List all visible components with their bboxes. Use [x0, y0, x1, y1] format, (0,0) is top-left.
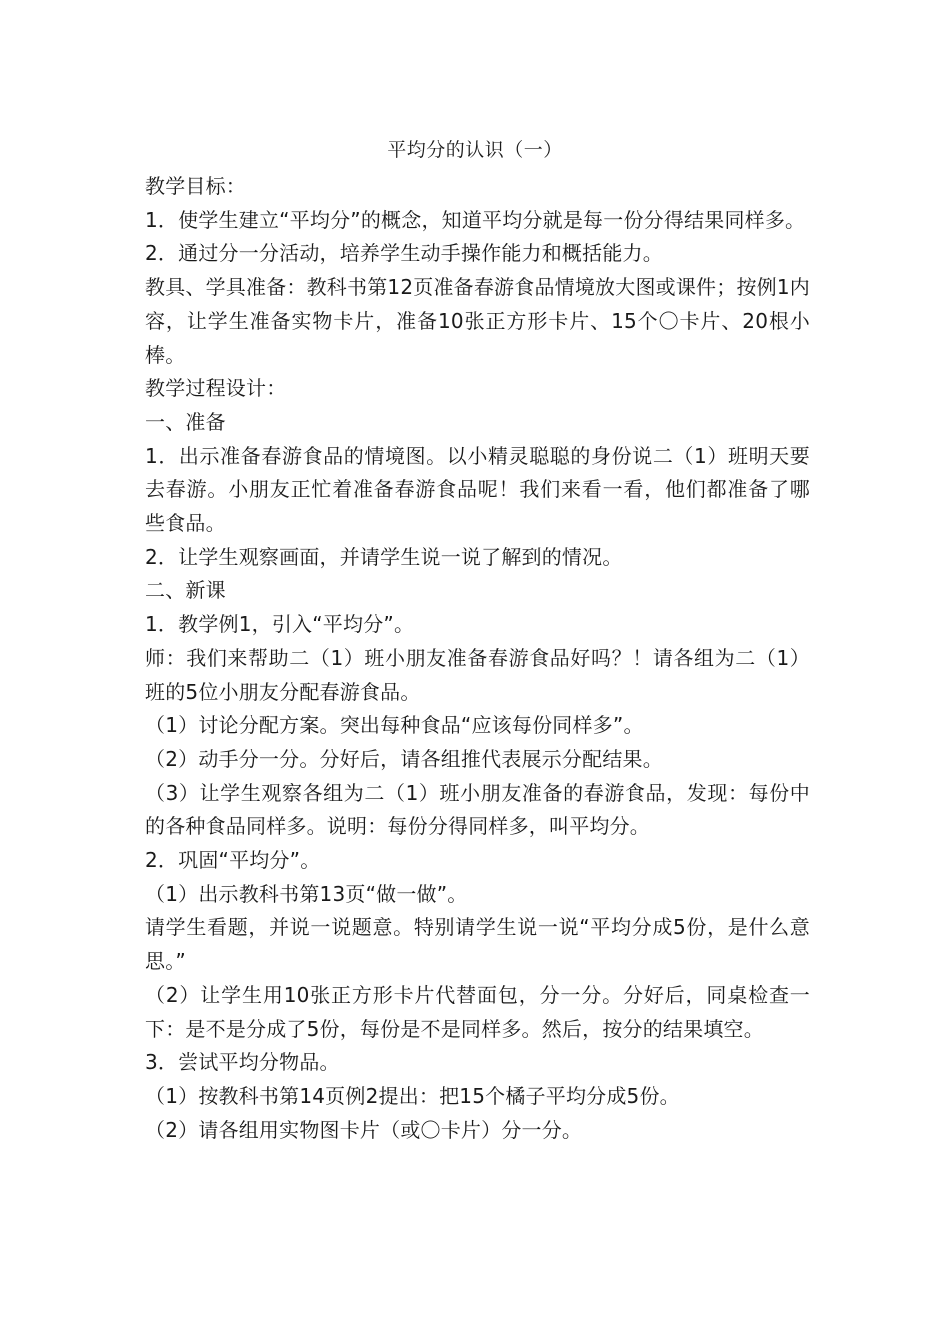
paragraph-step-2: （2）动手分一分。分好后，请各组推代表展示分配结果。 — [145, 746, 663, 771]
paragraph-try-2: （2）请各组用实物图卡片（或〇卡片）分一分。 — [145, 1117, 583, 1142]
paragraph-consolidate-2: （2）让学生用10张正方形卡片代替面包，分一分。分好后，同桌检查一下：是不是分成了5份，每份是不是同样多。然后，按分的结果填空。 — [145, 982, 810, 1041]
paragraph-objective-1: 1．使学生建立“平均分”的概念，知道平均分就是每一份分得结果同样多。 — [145, 207, 806, 232]
paragraph-materials: 教具、学具准备：教科书第12页准备春游食品情境放大图或课件；按例1内容，让学生准备实物卡片，准备10张正方形卡片、15个〇卡片、20根小棒。 — [145, 275, 810, 367]
paragraph-new-3: 3．尝试平均分物品。 — [145, 1050, 340, 1075]
paragraph-try-1: （1）按教科书第14页例2提出：把15个橘子平均分成5份。 — [145, 1083, 680, 1108]
paragraph-objectives-heading: 教学目标： — [145, 174, 246, 198]
paragraph-step-3: （3）让学生观察各组为二（1）班小朋友准备的春游食品，发现：每份中的各种食品同样多。说明：每份分得同样多，叫平均分。 — [145, 780, 810, 839]
paragraph-new-1: 1．教学例1，引入“平均分”。 — [145, 612, 415, 637]
paragraph-consolidate-1: （1）出示教科书第13页“做一做”。 — [145, 881, 468, 906]
document-title: 平均分的认识（一） — [387, 139, 563, 161]
paragraph-section-prep: 一、准备 — [145, 409, 226, 434]
paragraph-section-new: 二、新课 — [145, 578, 226, 603]
paragraph-prep-1: 1．出示准备春游食品的情境图。以小精灵聪聪的身份说二（1）班明天要去春游。小朋友正忙着准备春游食品呢！我们来看一看，他们都准备了哪些食品。 — [145, 443, 810, 536]
paragraph-step-1: （1）讨论分配方案。突出每种食品“应该每份同样多”。 — [145, 713, 644, 738]
paragraph-process-heading: 教学过程设计： — [145, 376, 287, 401]
paragraph-objective-2: 2．通过分一分活动，培养学生动手操作能力和概括能力。 — [145, 241, 663, 266]
paragraph-teacher: 师：我们来帮助二（1）班小朋友准备春游食品好吗？！请各组为二（1）班的5位小朋友分配春游食品。 — [145, 645, 810, 704]
document-body — [145, 170, 810, 1147]
paragraph-prep-2: 2．让学生观察画面，并请学生说一说了解到的情况。 — [145, 544, 623, 569]
paragraph-new-2: 2．巩固“平均分”。 — [145, 848, 321, 873]
paragraph-read-question: 请学生看题，并说一说题意。特别请学生说一说“平均分成5份，是什么意思。” — [145, 915, 810, 974]
